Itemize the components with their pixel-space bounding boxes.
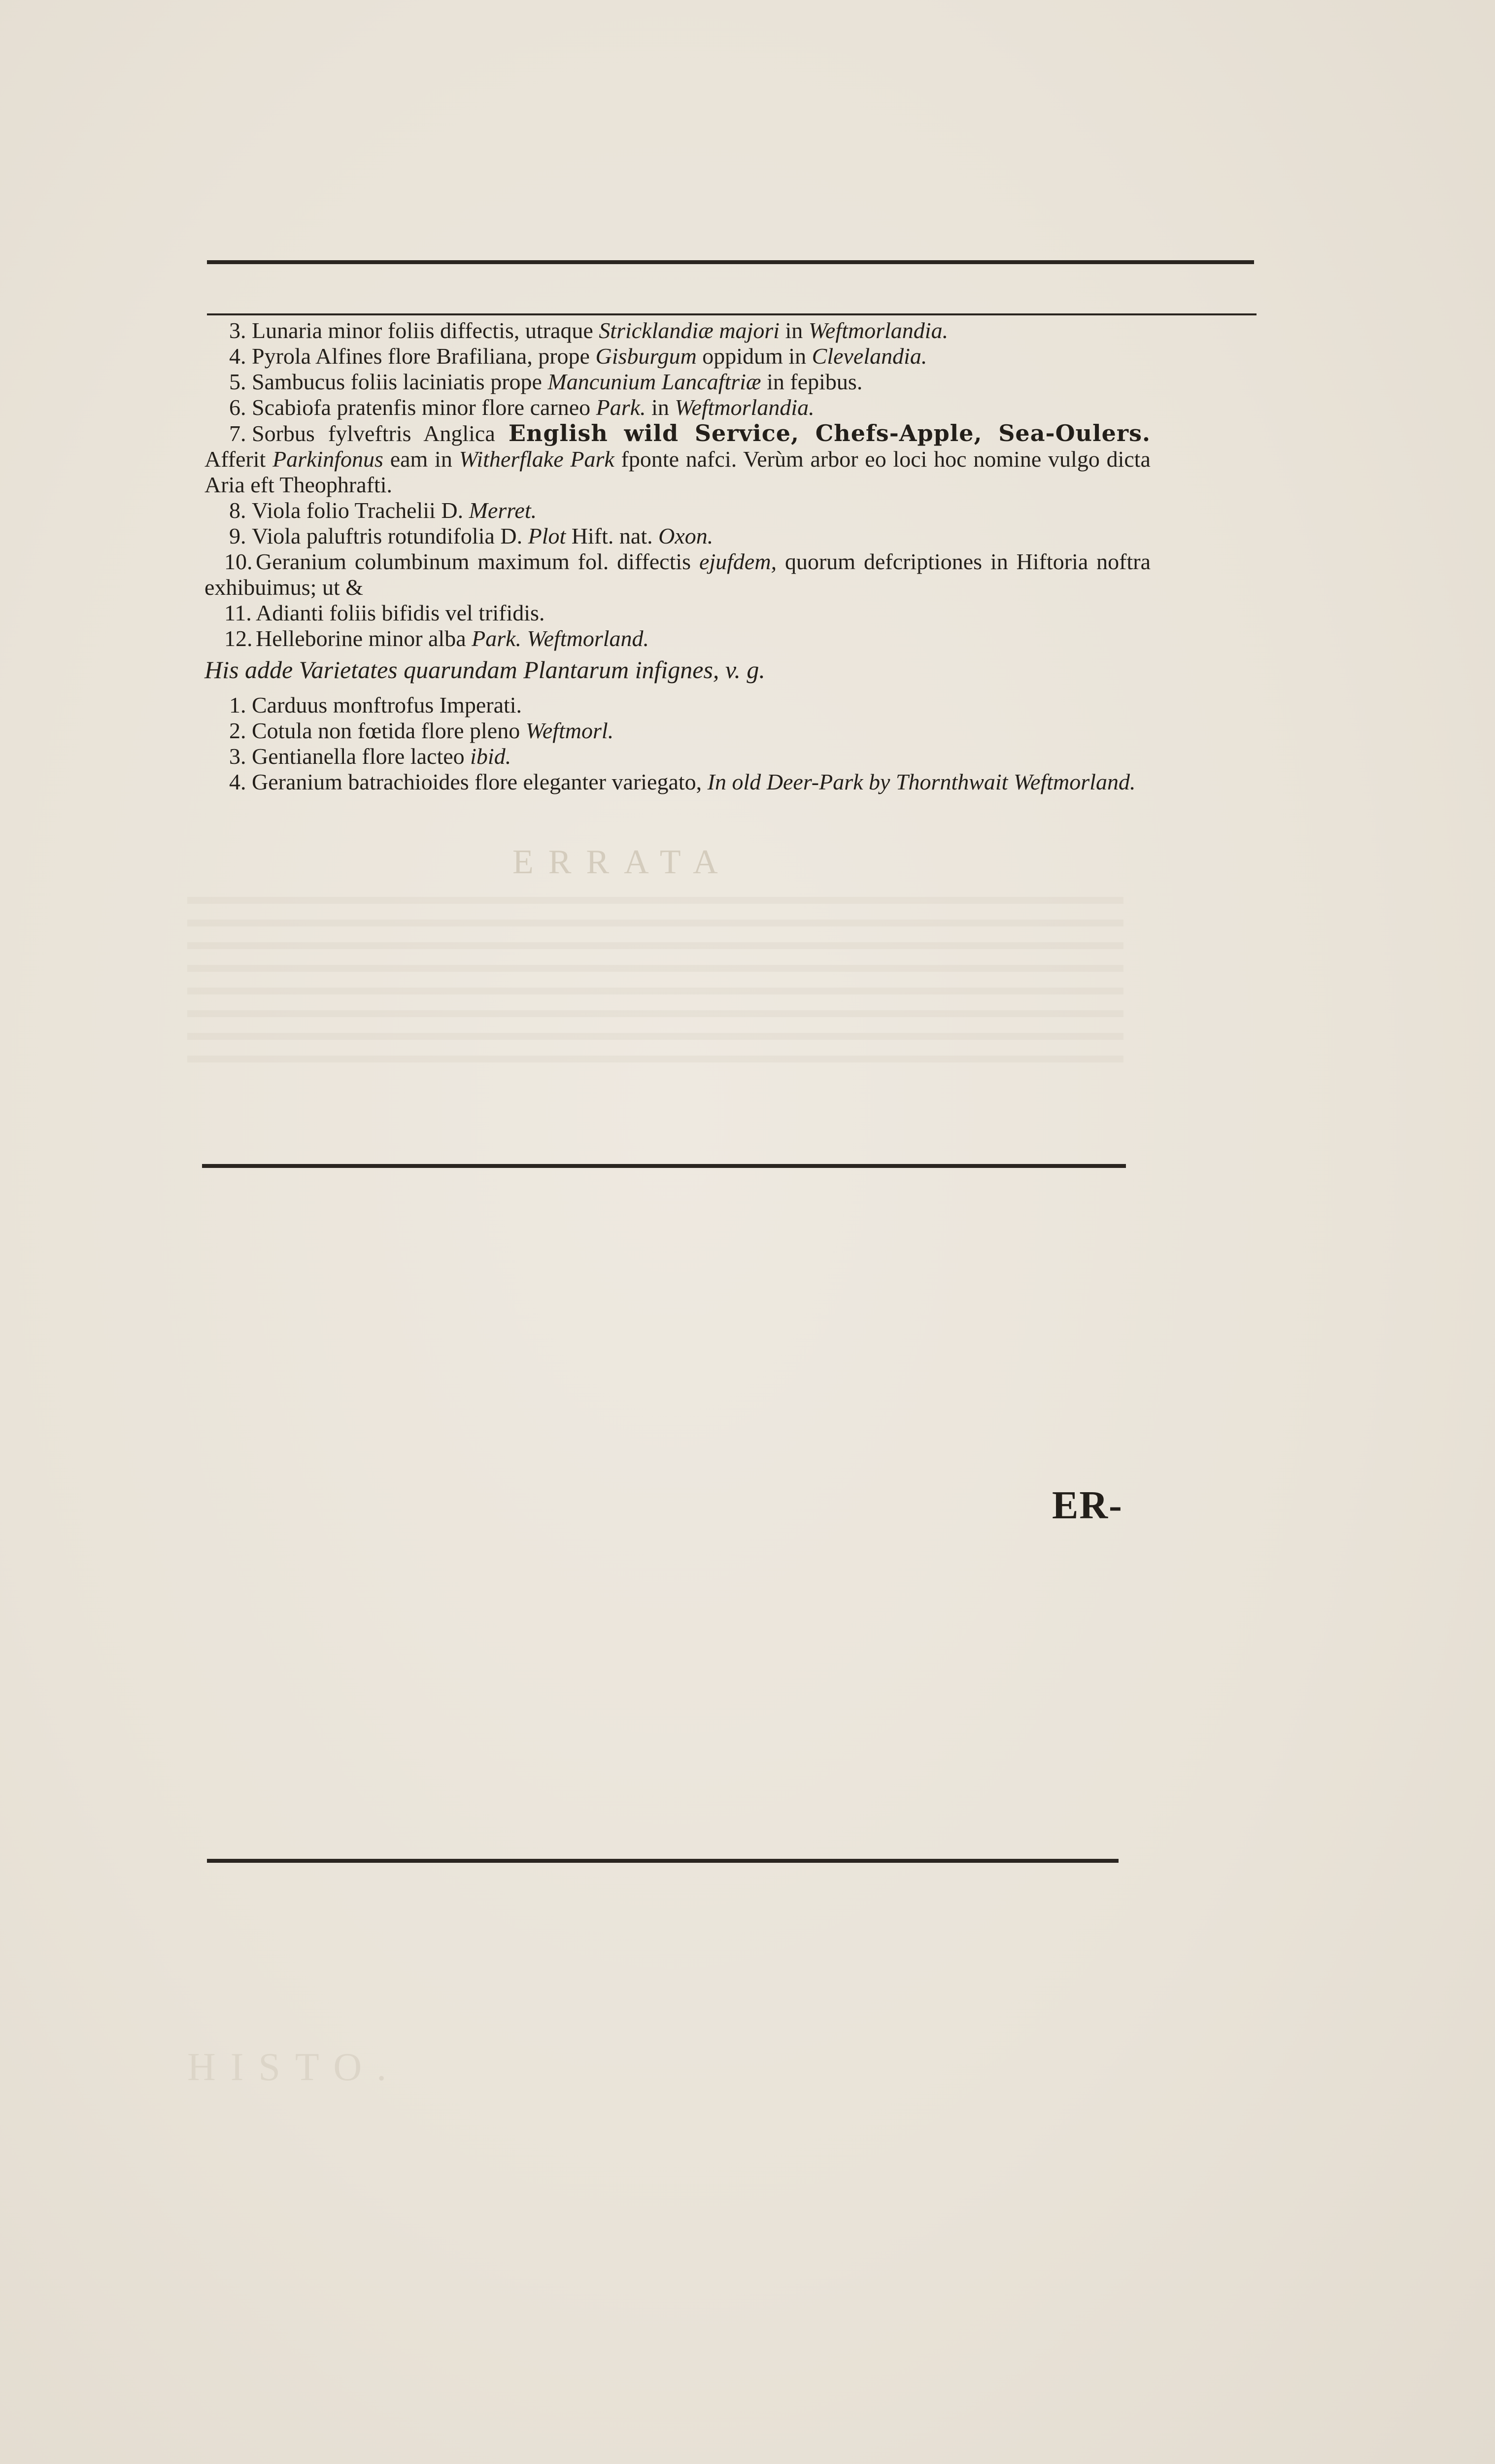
plant-entry: [204, 626, 1151, 651]
entry-number: 12.: [224, 626, 253, 651]
plant-entry: [204, 395, 1151, 420]
plant-list: [204, 318, 1151, 651]
entry-text: Lunaria minor foliis diffectis, utraque: [252, 318, 599, 343]
entry-text: eam in: [383, 446, 459, 472]
variety-entry: [204, 744, 1151, 769]
plant-entry: [204, 549, 1151, 600]
italic-text: Park.: [596, 395, 646, 420]
italic-text: ibid.: [470, 744, 511, 769]
entry-text: Carduus monftrofus Imperati.: [252, 692, 522, 718]
variety-entry: [204, 692, 1151, 718]
entry-number: 8.: [229, 498, 246, 523]
entry-text: Viola paluftris rotundifolia D.: [252, 523, 528, 548]
italic-text: Clevelandia.: [812, 343, 927, 369]
bleed-through-text: [187, 897, 1123, 1074]
entry-number: 11.: [224, 600, 252, 625]
plant-entry: [204, 318, 1151, 343]
italic-text: In old Deer-Park by Thornthwait Weftmorland.: [707, 769, 1136, 794]
entry-number: 9.: [229, 523, 246, 548]
variety-entry: [204, 718, 1151, 744]
italic-text: Parkinfonus: [272, 446, 383, 472]
upper-rule: [207, 313, 1257, 315]
entry-number: 4.: [229, 769, 246, 794]
entry-text: Cotula non fœtida flore pleno: [252, 718, 526, 743]
varieties-heading: His adde Varietates quarundam Plantarum infignes, v. g.: [204, 656, 765, 684]
plant-entry: [204, 420, 1151, 498]
italic-text: Weftmorl.: [525, 718, 614, 743]
entry-number: 3.: [229, 744, 246, 769]
italic-text: Gisburgum: [595, 343, 697, 369]
entry-text: oppidum in: [696, 343, 812, 369]
entry-text: Adianti foliis bifidis vel trifidis.: [256, 600, 545, 625]
bleed-through-footer: HISTO.: [187, 2046, 402, 2089]
entry-number: 5.: [229, 369, 246, 394]
entry-text: Geranium columbinum maximum fol. diffectis: [256, 549, 699, 574]
catchword: ER-: [1052, 1484, 1123, 1527]
italic-text: Merret.: [469, 498, 537, 523]
italic-text: Witherflake Park: [459, 446, 614, 472]
entry-text: Helleborine minor alba: [256, 626, 472, 651]
entry-text: in: [780, 318, 809, 343]
entry-number: 6.: [229, 395, 246, 420]
variety-entry: [204, 769, 1151, 795]
italic-text: Stricklandiæ majori: [599, 318, 780, 343]
middle-rule: [202, 1164, 1126, 1168]
entry-text: Afferit: [204, 446, 273, 472]
plant-entry: [204, 523, 1151, 549]
entry-text: Gentianella flore lacteo: [252, 744, 471, 769]
entry-text: Geranium batrachioides flore eleganter variegato,: [252, 769, 708, 794]
italic-text: Weftmorlandia.: [675, 395, 815, 420]
entry-text: Sorbus fylveftris Anglica: [252, 421, 509, 446]
entry-text: Scabiofa pratenfis minor flore carneo: [252, 395, 596, 420]
entry-text: Sambucus foliis laciniatis prope: [252, 369, 548, 394]
italic-text: Weftmorlandia.: [808, 318, 949, 343]
italic-text: Oxon.: [658, 523, 714, 548]
bottom-rule: [207, 1859, 1119, 1863]
entry-text: in fepibus.: [761, 369, 863, 394]
bleed-through-heading: ERRATA: [512, 843, 733, 881]
plant-entry: [204, 600, 1151, 626]
entry-number: 10.: [224, 549, 253, 574]
entry-text: quorum defcriptiones in Hiftoria noftra exhibuimus; ut &: [204, 549, 1151, 600]
entry-number: 2.: [229, 718, 246, 743]
entry-number: 7.: [229, 421, 246, 446]
plant-entry: [204, 343, 1151, 369]
italic-text: Plot: [528, 523, 566, 548]
italic-text: ejufdem,: [699, 549, 777, 574]
italic-text: Mancunium Lancaftriæ: [547, 369, 761, 394]
entry-number: 3.: [229, 318, 246, 343]
entry-number: 4.: [229, 343, 246, 369]
blackletter-text: English wild Service, Chefs-Apple, Sea-Oulers.: [508, 420, 1151, 446]
entry-text: Pyrola Alfines flore Brafiliana, prope: [252, 343, 596, 369]
entry-number: 1.: [229, 692, 246, 718]
plant-entry: [204, 369, 1151, 395]
varieties-list: [204, 692, 1151, 795]
plant-entry: [204, 498, 1151, 523]
entry-text: Viola folio Trachelii D.: [252, 498, 469, 523]
italic-text: Park. Weftmorland.: [472, 626, 649, 651]
entry-text: Hift. nat.: [566, 523, 659, 548]
entry-text: fponte nafci. Verùm arbor eo loci hoc nomine vulgo dicta Aria eft Theophrafti.: [204, 446, 1151, 497]
top-rule: [207, 260, 1254, 264]
entry-text: in: [646, 395, 675, 420]
